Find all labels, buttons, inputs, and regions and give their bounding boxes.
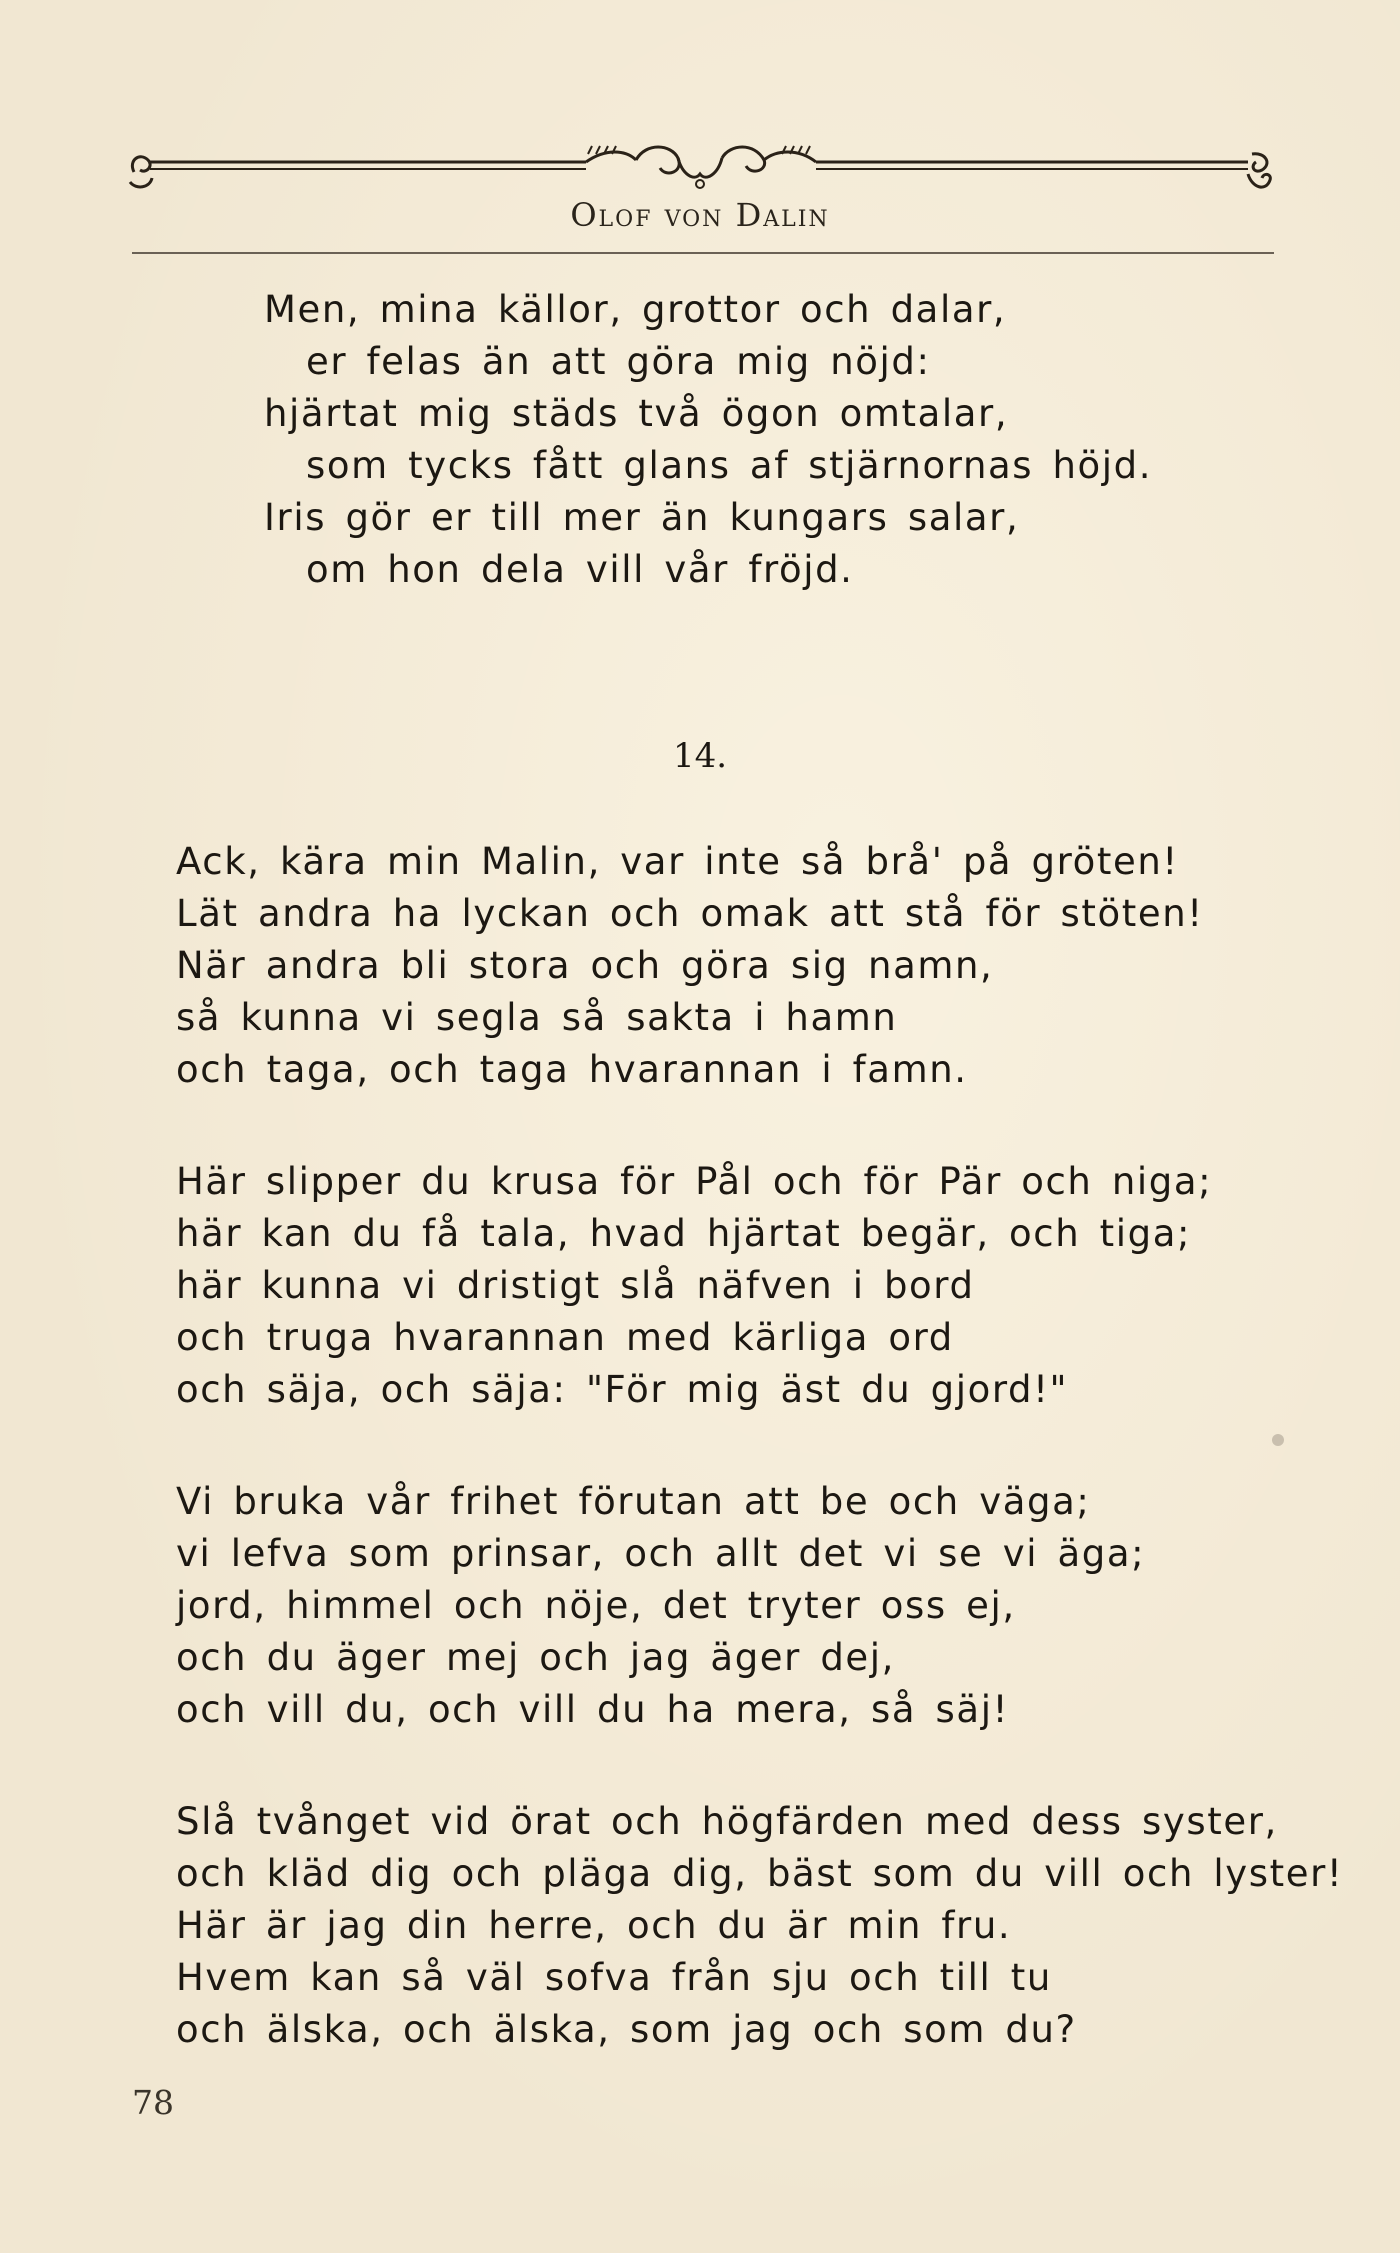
verse-line: hjärtat mig städs två ögon omtalar, [264,392,1009,435]
verse-line: Iris gör er till mer än kungars salar, [264,496,1020,539]
verse-line: här kunna vi dristigt slå näfven i bord [176,1264,975,1307]
verse-line: och vill du, och vill du ha mera, så säj! [176,1688,1010,1731]
running-head: Olof von Dalin [570,196,830,234]
verse-line: så kunna vi segla så sakta i hamn [176,996,898,1039]
verse-line: och kläd dig och pläga dig, bäst som du vill och lyster! [176,1852,1344,1895]
verse-line: jord, himmel och nöje, det tryter oss ej, [176,1584,1016,1627]
verse-line: Vi bruka vår frihet förutan att be och väga; [176,1480,1091,1523]
page-number: 78 [132,2083,174,2122]
verse-line: och säja, och säja: "För mig äst du gjord!" [176,1368,1069,1411]
verse-line: och älska, och älska, som jag och som du? [176,2008,1077,2051]
verse-line: här kan du få tala, hvad hjärtat begär, och tiga; [176,1212,1192,1255]
verse-line: När andra bli stora och göra sig namn, [176,944,994,987]
verse-line: och du äger mej och jag äger dej, [176,1636,896,1679]
verse-line: och truga hvarannan med kärliga ord [176,1316,954,1359]
verse-line: Här slipper du krusa för Pål och för Pär och niga; [176,1160,1213,1203]
header-rule [132,252,1274,254]
header-ornament [126,138,1274,200]
verse-line: Lät andra ha lyckan och omak att stå för stöten! [176,892,1204,935]
verse-line: Ack, kära min Malin, var inte så brå' på gröten! [176,840,1179,883]
verse-line: vi lefva som prinsar, och allt det vi se vi äga; [176,1532,1146,1575]
verse-line: Slå tvånget vid örat och högfärden med dess syster, [176,1800,1278,1843]
section-number: 14. [672,736,728,776]
verse-line: om hon dela vill vår fröjd. [306,548,854,591]
verse-line: Hvem kan så väl sofva från sju och till tu [176,1956,1052,1999]
verse-line: Men, mina källor, grottor och dalar, [264,288,1007,331]
verse-line: er felas än att göra mig nöjd: [306,340,931,383]
verse-line: som tycks fått glans af stjärnornas höjd. [306,444,1153,487]
verse-line: Här är jag din herre, och du är min fru. [176,1904,1012,1947]
paper-speck [1272,1434,1284,1446]
verse-line: och taga, och taga hvarannan i famn. [176,1048,968,1091]
